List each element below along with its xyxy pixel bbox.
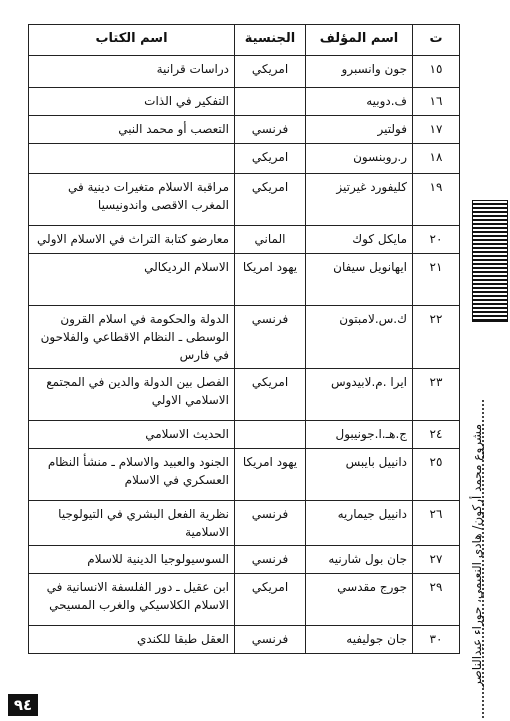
table-row [29,449,460,501]
cell-nationality: فرنسي [235,546,306,574]
cell-number: ٢٣ [413,369,460,421]
cell-book: الفصل بين الدولة والدين في المجتمع الاسلامي الاولي [29,369,235,421]
cell-number: ٢٠ [413,226,460,254]
table-row [29,306,460,369]
table-row [29,574,460,626]
cell-author: دانييل جيماريه [306,501,413,546]
cell-book: الحديث الاسلامي [29,421,235,449]
header-nationality: الجنسية [235,25,306,56]
cell-nationality: يهود امريكا [235,449,306,501]
cell-nationality: فرنسي [235,501,306,546]
page-number: ٩٤ [8,694,38,716]
table-row [29,116,460,144]
cell-number: ٢٦ [413,501,460,546]
cell-number: ١٥ [413,56,460,88]
cell-number: ٢١ [413,254,460,306]
cell-author: ج.هـ.ا.جونيبول [306,421,413,449]
cell-author: جون وانسبرو [306,56,413,88]
table-row [29,254,460,306]
table-row [29,174,460,226]
calligraphy-ornament [472,200,508,322]
table-row [29,421,460,449]
cell-author: ك.س.لامبتون [306,306,413,369]
table-row [29,369,460,421]
cell-book: نظرية الفعل البشري في التيولوجيا الاسلامية [29,501,235,546]
table-row [29,501,460,546]
cell-nationality [235,421,306,449]
cell-number: ٢٤ [413,421,460,449]
book-series-title: مشروع محمد أركون/ هادي النعيمي، حوراء عبدالناصر [470,423,484,687]
cell-book: الاسلام الرديكالي [29,254,235,306]
cell-book: التفكير في الذات [29,88,235,116]
cell-author: دانييل بايبس [306,449,413,501]
cell-nationality: امريكي [235,56,306,88]
cell-book: السوسيولوجيا الدينية للاسلام [29,546,235,574]
cell-author: ايرا .م.لابيدوس [306,369,413,421]
cell-author: فولتير [306,116,413,144]
cell-number: ١٨ [413,144,460,174]
cell-number: ٢٩ [413,574,460,626]
cell-number: ١٧ [413,116,460,144]
cell-book: مراقبة الاسلام متغيرات دينية في المغرب الاقصى واندونيسيا [29,174,235,226]
cell-book: الدولة والحكومة في اسلام القرون الوسطى ـ النظام الاقطاعي والفلاحون في فارس [29,306,235,369]
cell-book [29,144,235,174]
table-row [29,546,460,574]
table-row [29,144,460,174]
cell-nationality: فرنسي [235,116,306,144]
cell-number: ٢٥ [413,449,460,501]
cell-author: جان بول شارنيه [306,546,413,574]
cell-book: ابن عقيل ـ دور الفلسفة الانسانية في الاسلام الكلاسيكي والغرب المسيحي [29,574,235,626]
table-row [29,626,460,654]
table-header-row [29,25,460,56]
header-author: اسم المؤلف [306,25,413,56]
cell-book: الجنود والعبيد والاسلام ـ منشأ النظام العسكري في الاسلام [29,449,235,501]
cell-number: ٢٧ [413,546,460,574]
cell-number: ١٩ [413,174,460,226]
cell-book: العقل طبقا للكندي [29,626,235,654]
cell-nationality: امريكي [235,369,306,421]
cell-nationality: فرنسي [235,626,306,654]
cell-nationality: امريكي [235,174,306,226]
cell-nationality: فرنسي [235,306,306,369]
cell-author: مايكل كوك [306,226,413,254]
cell-number: ٣٠ [413,626,460,654]
header-book: اسم الكتاب [29,25,235,56]
books-table [28,24,460,654]
header-number: ت [413,25,460,56]
cell-author: ر.روبنسون [306,144,413,174]
cell-author: ف.دوبيه [306,88,413,116]
table-row [29,56,460,88]
cell-author: جان جوليفيه [306,626,413,654]
table-row [29,88,460,116]
cell-number: ١٦ [413,88,460,116]
cell-book: دراسات قرانية [29,56,235,88]
cell-nationality: امريكي [235,574,306,626]
cell-nationality: الماني [235,226,306,254]
cell-book: التعصب أو محمد النبي [29,116,235,144]
cell-nationality: يهود امريكا [235,254,306,306]
cell-author: كليفورد غيرتيز [306,174,413,226]
cell-author: ايهانويل سيفان [306,254,413,306]
cell-nationality [235,88,306,116]
table-row [29,226,460,254]
cell-author: جورج مقدسي [306,574,413,626]
cell-number: ٢٢ [413,306,460,369]
cell-book: معارضو كتابة التراث في الاسلام الاولي [29,226,235,254]
cell-nationality: امريكي [235,144,306,174]
